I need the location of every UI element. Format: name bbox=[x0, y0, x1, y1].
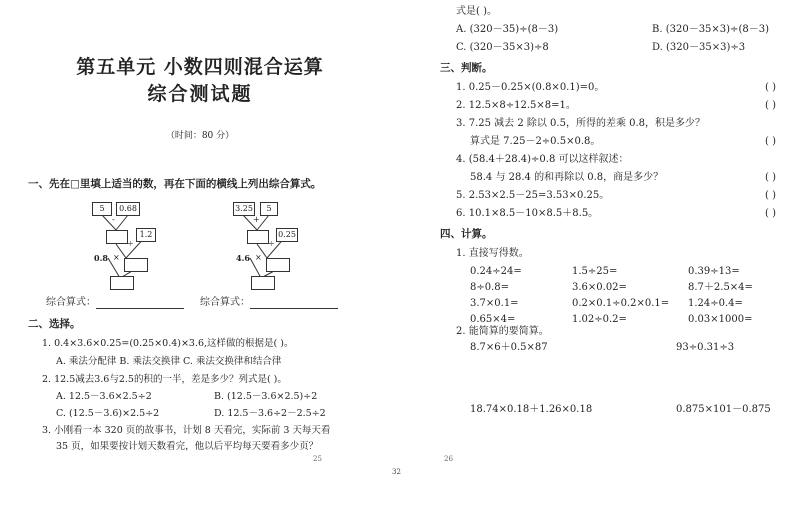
diagram2-box-b: 5 bbox=[260, 202, 278, 216]
formula-blank-1[interactable] bbox=[96, 298, 184, 309]
judge-bracket-3[interactable]: ( ) bbox=[765, 136, 776, 147]
diagram1-op-top: - bbox=[112, 215, 115, 224]
judge-item-4: 4. (58.4＋28.4)÷0.8 可以这样叙述： bbox=[456, 154, 629, 165]
judge-item-4-desc: 58.4 与 28.4 的和再除以 0.8，商是多少？ bbox=[470, 172, 664, 183]
direct-calc-item: 3.7×0.1= bbox=[470, 298, 519, 309]
simplify-item: 18.74×0.18＋1.26×0.18 bbox=[470, 404, 593, 415]
direct-calc-item: 0.39÷13= bbox=[688, 266, 740, 277]
simplify-item: 93÷0.31÷3 bbox=[676, 342, 735, 353]
choice-q1-options: A. 乘法分配律 B. 乘法交换律 C. 乘法交换律和结合律 bbox=[56, 356, 282, 367]
simplify-item: 0.875×101－0.875 bbox=[676, 404, 771, 415]
judge-item-2: 2. 12.5×8÷12.5×8=1。 bbox=[456, 100, 576, 111]
choice-q3-line1: 3. 小刚看一本 320 页的故事书，计划 8 天看完，实际前 3 天每天看 bbox=[42, 425, 331, 436]
diagram1-blank-1[interactable] bbox=[106, 230, 128, 244]
choice-q2-option-a: A. 12.5－3.6×2.5÷2 bbox=[56, 391, 152, 402]
q3-tail: 式是( )。 bbox=[456, 6, 497, 17]
section1-heading: 一、先在□里填上适当的数，再在下面的横线上列出综合算式。 bbox=[28, 178, 322, 190]
left-page-number: 25 bbox=[313, 455, 322, 463]
direct-calc-item: 0.24÷24= bbox=[470, 266, 522, 277]
section4-heading: 四、计算。 bbox=[440, 228, 493, 240]
section3-heading: 三、判断。 bbox=[440, 62, 493, 74]
judge-bracket-1[interactable]: ( ) bbox=[765, 82, 776, 93]
choice-q2-option-c: C. (12.5－3.6)×2.5÷2 bbox=[56, 408, 160, 419]
diagram1-op-bot: × bbox=[113, 253, 120, 262]
diagram2-op-top: + bbox=[253, 215, 260, 224]
direct-calc-item: 8÷0.8= bbox=[470, 282, 510, 293]
q3-option-a: A. (320－35)÷(8－3) bbox=[456, 24, 559, 35]
judge-bracket-6[interactable]: ( ) bbox=[765, 208, 776, 219]
diagram2-side-value: 4.6 bbox=[236, 253, 250, 263]
judge-item-1: 1. 0.25－0.25×(0.8×0.1)=0。 bbox=[456, 82, 605, 93]
choice-q2: 2. 12.5减去3.6与2.5的积的一半，差是多少？列式是( )。 bbox=[42, 374, 287, 385]
judge-bracket-2[interactable]: ( ) bbox=[765, 100, 776, 111]
calc-sub2: 2. 能简算的要简算。 bbox=[456, 326, 549, 337]
choice-q2-option-b: B. (12.5－3.6×2.5)÷2 bbox=[214, 391, 318, 402]
flow-diagrams bbox=[0, 0, 400, 300]
unit-title: 第五单元 小数四则混合运算 bbox=[76, 56, 324, 78]
simplify-item: 8.7×6＋0.5×87 bbox=[470, 342, 548, 353]
diagram2-op-bot: × bbox=[255, 253, 262, 262]
calc-sub1: 1. 直接写得数。 bbox=[456, 248, 529, 259]
test-title: 综合测试题 bbox=[147, 83, 253, 105]
formula-2 bbox=[200, 297, 338, 309]
judge-item-5: 5. 2.53×2.5－25=3.53×0.25。 bbox=[456, 190, 610, 201]
direct-calc-item: 8.7＋2.5×4= bbox=[688, 282, 753, 293]
judge-item-6: 6. 10.1×8.5－10×8.5＋8.5。 bbox=[456, 208, 599, 219]
diagram2-blank-result[interactable] bbox=[251, 276, 275, 290]
diagram2-blank-2[interactable] bbox=[266, 258, 290, 272]
choice-q2-option-d: D. 12.5－3.6÷2－2.5÷2 bbox=[214, 408, 326, 419]
diagram2-op-mid: ÷ bbox=[268, 239, 275, 248]
section2-heading: 二、选择。 bbox=[28, 318, 81, 330]
diagram2-blank-1[interactable] bbox=[247, 230, 269, 244]
formula-blank-2[interactable] bbox=[250, 298, 338, 309]
diagram2-box-c: 0.25 bbox=[276, 228, 298, 242]
formula-1 bbox=[46, 297, 184, 309]
diagram1-box-c: 1.2 bbox=[136, 228, 156, 242]
formula-label-2: 综合算式： bbox=[200, 297, 250, 308]
diagram1-blank-2[interactable] bbox=[124, 258, 148, 272]
direct-calc-item: 1.24÷0.4= bbox=[688, 298, 743, 309]
formula-label-1: 综合算式： bbox=[46, 297, 96, 308]
right-page bbox=[400, 0, 800, 518]
diagram1-box-b: 0.68 bbox=[116, 202, 140, 216]
direct-calc-item: 1.5÷25= bbox=[572, 266, 618, 277]
q3-option-d: D. (320－35×3)÷3 bbox=[652, 42, 746, 53]
diagram1-box-a: 5 bbox=[92, 202, 112, 216]
judge-item-3-formula: 算式是 7.25－2÷0.5×0.8。 bbox=[470, 136, 601, 147]
diagram1-op-mid: ÷ bbox=[127, 239, 134, 248]
q3-option-c: C. (320－35×3)÷8 bbox=[456, 42, 549, 53]
time-note: （时间：80 分） bbox=[165, 131, 235, 141]
direct-calc-item: 0.2×0.1÷0.2×0.1= bbox=[572, 298, 670, 309]
q3-option-b: B. (320－35×3)÷(8－3) bbox=[652, 24, 769, 35]
direct-calc-item: 0.65×4= bbox=[470, 314, 516, 325]
direct-calc-item: 0.03×1000= bbox=[688, 314, 753, 325]
judge-bracket-4[interactable]: ( ) bbox=[765, 172, 776, 183]
judge-bracket-5[interactable]: ( ) bbox=[765, 190, 776, 201]
choice-q1: 1. 0.4×3.6×0.25=(0.25×0.4)×3.6,这样做的根据是( )。 bbox=[42, 338, 294, 349]
direct-calc-item: 1.02÷0.2= bbox=[572, 314, 627, 325]
diagram2-box-a: 3.25 bbox=[233, 202, 255, 216]
diagram1-side-value: 0.8 bbox=[94, 253, 108, 263]
footer-page-number: 32 bbox=[392, 468, 401, 476]
diagram1-blank-result[interactable] bbox=[110, 276, 134, 290]
choice-q3-line2: 35 页，如果要按计划天数看完，他以后平均每天要看多少页？ bbox=[56, 441, 319, 452]
right-page-number: 26 bbox=[444, 455, 453, 463]
direct-calc-item: 3.6×0.02= bbox=[572, 282, 627, 293]
judge-item-3: 3. 7.25 减去 2 除以 0.5，所得的差乘 0.8，积是多少？ bbox=[456, 118, 706, 129]
